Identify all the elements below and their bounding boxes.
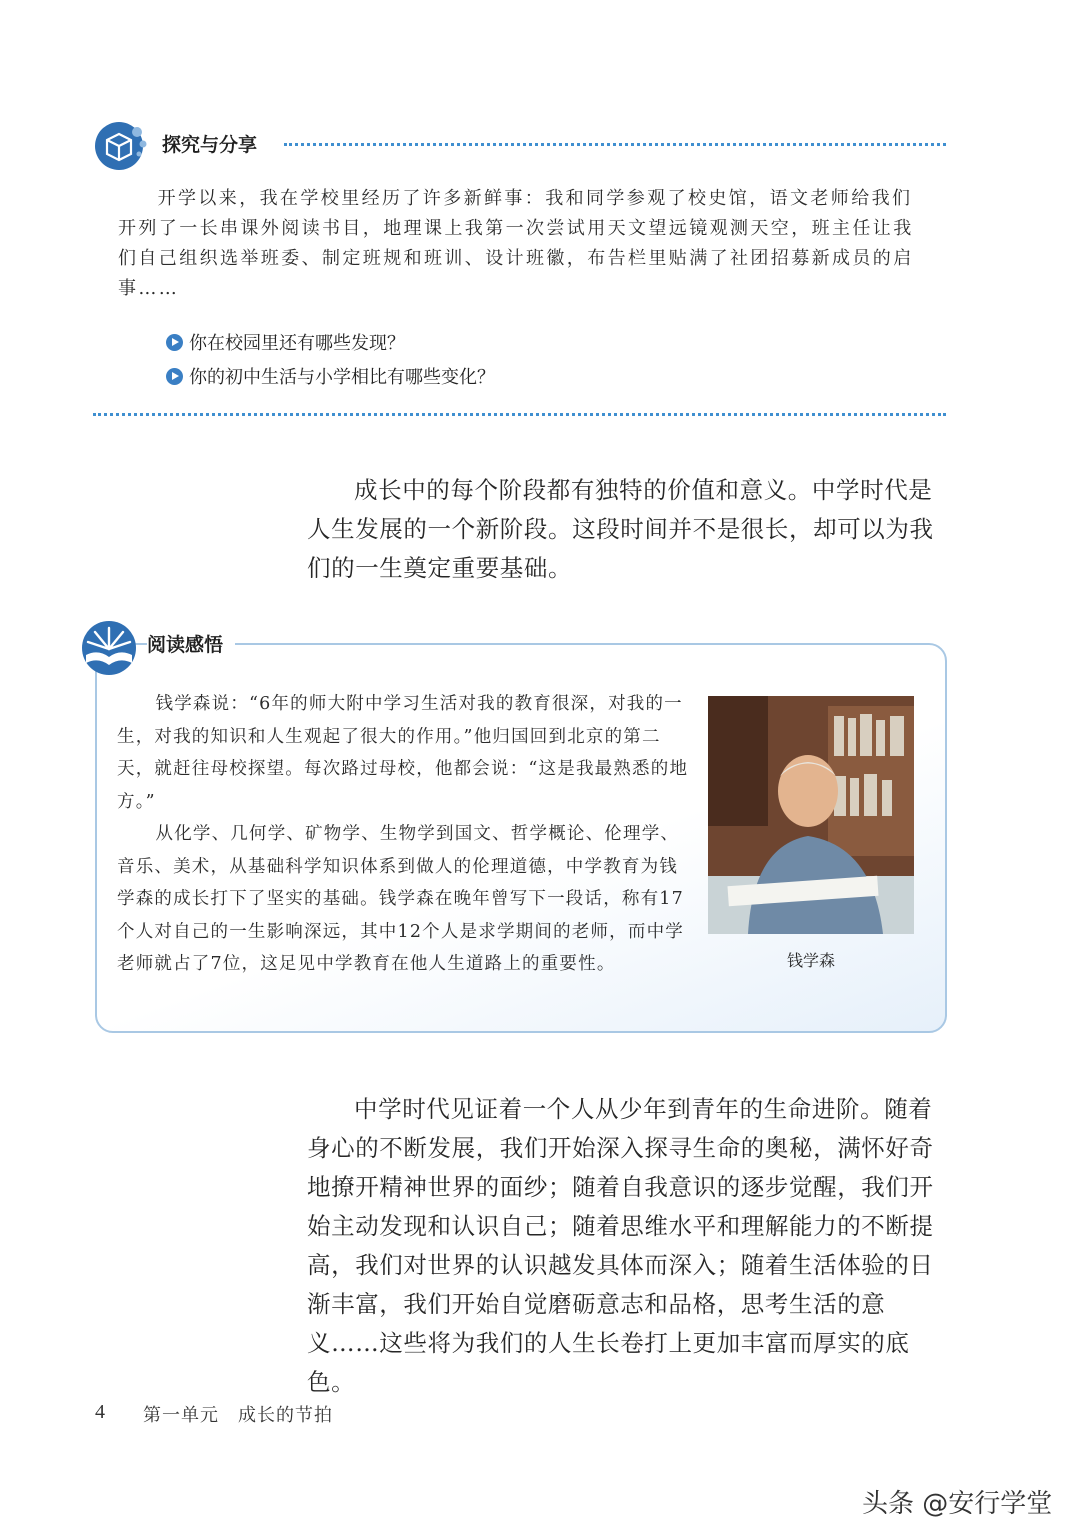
play-bullet-icon xyxy=(166,334,183,351)
portrait-photo xyxy=(708,696,914,934)
question-item xyxy=(166,329,405,355)
question-text: 你在校园里还有哪些发现？ xyxy=(189,333,405,354)
body-paragraph: 中学时代见证着一个人从少年到青年的生命进阶。随着身心的不断发展，我们开始深入探寻生命的奥秘，满怀好奇地撩开精神世界的面纱；随着自我意识的逐步觉醒，我们开始主动发现和认识自己；随着思维水平和理解能力的不断提高，我们对世界的认识越发具体而深入；随着生活体验的日渐丰富，我们开始自觉磨砺意志和品格，思考生活的意义……这些将为我们的人生长卷打上更加丰富而厚实的底色。 xyxy=(307,1095,934,1396)
page-number: 4 xyxy=(95,1401,105,1423)
photo-caption: 钱学森 xyxy=(786,951,835,970)
question-text: 你的初中生活与小学相比有哪些变化？ xyxy=(189,367,495,388)
section-divider xyxy=(93,413,946,416)
section-divider xyxy=(284,143,946,146)
explore-share-title: 探究与分享 xyxy=(162,134,258,156)
question-item xyxy=(166,363,495,389)
reading-text xyxy=(117,688,691,981)
explore-share-icon xyxy=(93,118,149,174)
watermark: 头条 @安行学堂 xyxy=(862,1489,1053,1519)
body-paragraph: 成长中的每个阶段都有独特的价值和意义。中学时代是人生发展的一个新阶段。这段时间并不是很长，却可以为我们的一生奠定重要基础。 xyxy=(307,476,934,582)
reading-book-icon xyxy=(80,619,138,677)
reading-title: 阅读感悟 xyxy=(147,630,235,657)
play-bullet-icon xyxy=(166,368,183,385)
explore-share-paragraph: 开学以来，我在学校里经历了许多新鲜事：我和同学参观了校史馆，语文老师给我们开列了一长串课外阅读书目，地理课上我第一次尝试用天文望远镜观测天空，班主任让我们自己组织选举班委、制定班规和班训、设计班徽，布告栏里贴满了社团招募新成员的启事…… xyxy=(118,188,914,299)
unit-title: 第一单元 成长的节拍 xyxy=(143,1405,333,1426)
reading-paragraph: 从化学、几何学、矿物学、生物学到国文、哲学概论、伦理学、音乐、美术，从基础科学知识体系到做人的伦理道德，中学教育为钱学森的成长打下了坚实的基础。钱学森在晚年曾写下一段话，称有17个人对自己的一生影响深远，其中12个人是求学期间的老师，而中学老师就占了7位，这足见中学教育在他人生道路上的重要性。 xyxy=(117,824,684,974)
reading-paragraph: 钱学森说：“6年的师大附中学习生活对我的教育很深，对我的一生，对我的知识和人生观起了很大的作用。”他归国回到北京的第二天，就赶往母校探望。每次路过母校，他都会说：“这是我最熟悉的地方。” xyxy=(117,694,689,812)
